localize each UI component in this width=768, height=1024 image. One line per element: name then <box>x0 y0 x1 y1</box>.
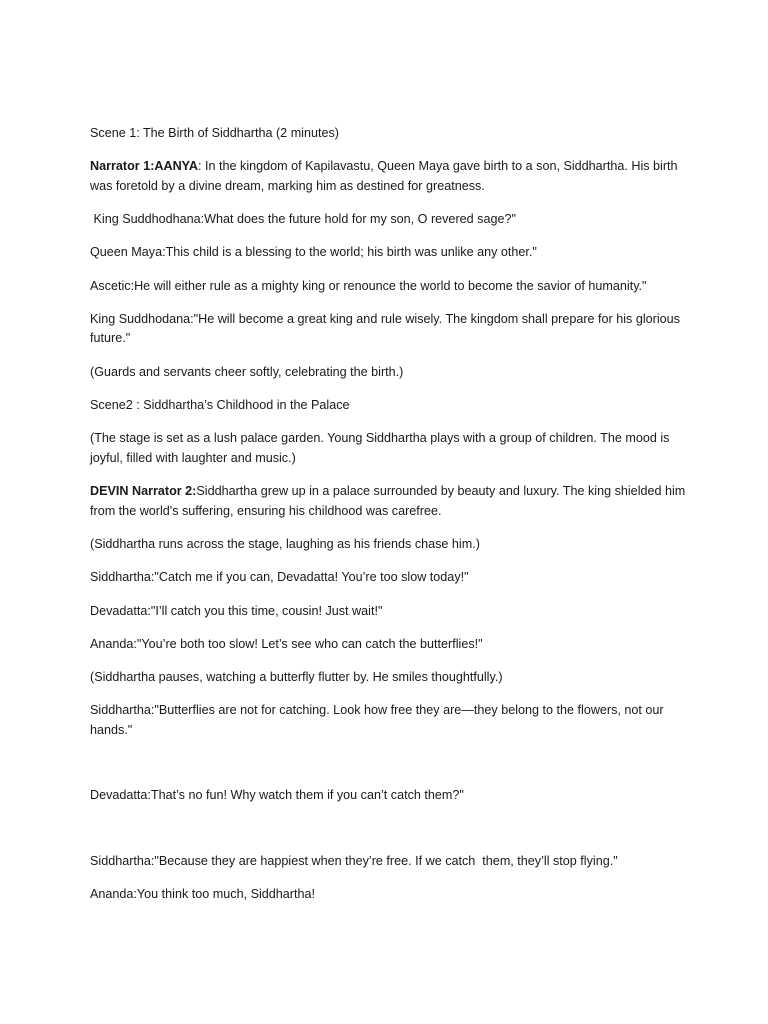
dialogue-line: Siddhartha:"Butterflies are not for catching. Look how free they are—they belong to the flowers, not our hands." <box>90 703 668 737</box>
stage-direction: (The stage is set as a lush palace garden. Young Siddhartha plays with a group of children. The mood is joyful, filled with laughter and music.) <box>90 431 673 465</box>
dialogue-line: Ananda:"You’re both too slow! Let’s see who can catch the butterflies!" <box>90 636 483 651</box>
narrator-2-paragraph: DEVIN Narrator 2:Siddhartha grew up in a palace surrounded by beauty and luxury. The king shielded him from the world's suffering, ensuring his childhood was carefree. <box>90 484 689 518</box>
document-body <box>90 124 690 919</box>
dialogue-line: Devadatta:"I’ll catch you this time, cousin! Just wait!" <box>90 603 383 618</box>
stage-direction: (Siddhartha pauses, watching a butterfly flutter by. He smiles thoughtfully.) <box>90 670 503 685</box>
dialogue-line: Queen Maya:This child is a blessing to the world; his birth was unlike any other." <box>90 245 537 260</box>
dialogue-line: Ananda:You think too much, Siddhartha! <box>90 887 315 902</box>
scene-2-heading: Scene2 : Siddhartha’s Childhood in the Palace <box>90 398 350 413</box>
stage-direction: (Siddhartha runs across the stage, laughing as his friends chase him.) <box>90 536 480 551</box>
narrator-1-paragraph: Narrator 1:AANYA: In the kingdom of Kapilavastu, Queen Maya gave birth to a son, Siddhartha. His birth was foretold by a divine dream, marking him as destined for greatness. <box>90 159 682 193</box>
dialogue-line: Siddhartha:"Because they are happiest when they’re free. If we catch them, they’ll stop flying." <box>90 853 618 868</box>
scene-1-heading: Scene 1: The Birth of Siddhartha (2 minutes) <box>90 126 339 140</box>
dialogue-line: King Suddhodana:"He will become a great king and rule wisely. The kingdom shall prepare for his glorious future." <box>90 311 684 346</box>
stage-direction: (Guards and servants cheer softly, celebrating the birth.) <box>90 364 404 379</box>
speaker-label: Narrator 1:AANYA <box>90 159 199 174</box>
dialogue-line: Ascetic:He will either rule as a mighty king or renounce the world to become the savior of humanity." <box>90 278 647 293</box>
dialogue-line: Devadatta:That’s no fun! Why watch them if you can’t catch them?" <box>90 788 464 803</box>
dialogue-line: King Suddhodhana:What does the future hold for my son, O revered sage?" <box>90 212 516 227</box>
speaker-label: DEVIN Narrator 2: <box>90 484 197 499</box>
dialogue-line: Siddhartha:"Catch me if you can, Devadatta! You’re too slow today!" <box>90 570 469 585</box>
